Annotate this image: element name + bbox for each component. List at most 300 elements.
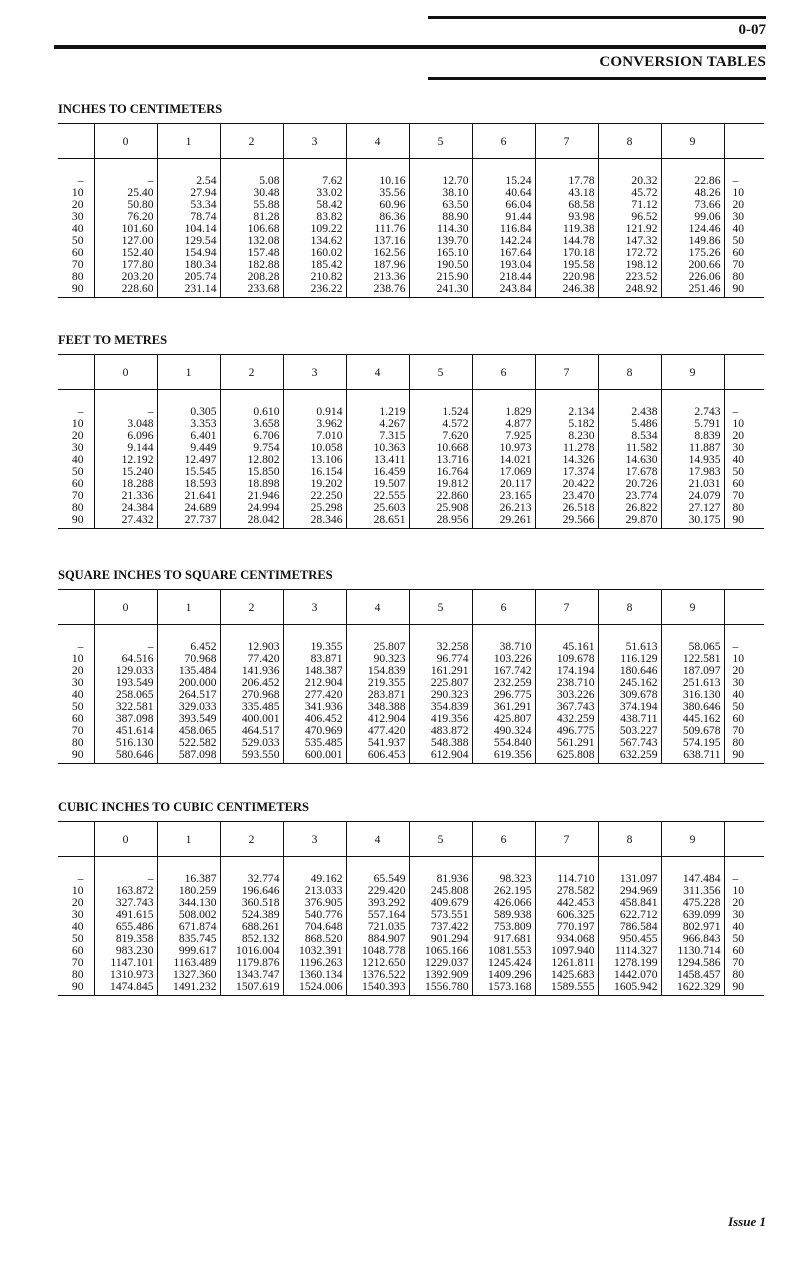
- value-cell: 18.898: [220, 478, 283, 490]
- value-cell: 934.068: [535, 933, 598, 945]
- row-label: 50: [71, 465, 84, 478]
- table-row: [58, 490, 764, 502]
- value-cell: 23.165: [472, 490, 535, 502]
- value-cell: 278.582: [535, 885, 598, 897]
- row-label: –: [77, 872, 84, 885]
- value-cell: 737.422: [409, 921, 472, 933]
- value-cell: 835.745: [157, 933, 220, 945]
- row-label-right: 80: [724, 969, 764, 981]
- value-cell: 5.182: [535, 418, 598, 430]
- value-cell: 1212.650: [346, 957, 409, 969]
- row-label: 20: [71, 664, 84, 677]
- table-row: [58, 454, 764, 466]
- column-header: 4: [346, 590, 409, 625]
- column-header: 2: [220, 355, 283, 390]
- value-cell: 65.549: [346, 873, 409, 885]
- section-title: SQUARE INCHES TO SQUARE CENTIMETRES: [58, 568, 333, 582]
- column-header: 9: [661, 124, 724, 159]
- table-row: [58, 199, 764, 211]
- table-row: [58, 223, 764, 235]
- section-cubic-inches-to-cubic-centimeters: [58, 798, 764, 996]
- row-label: 10: [71, 652, 84, 665]
- value-cell: 1245.424: [472, 957, 535, 969]
- value-cell: 10.16: [346, 175, 409, 187]
- value-cell: 458.065: [157, 725, 220, 737]
- value-cell: 132.08: [220, 235, 283, 247]
- value-cell: 167.64: [472, 247, 535, 259]
- row-label-right: 10: [724, 653, 764, 665]
- value-cell: 1016.004: [220, 945, 283, 957]
- column-header: 4: [346, 355, 409, 390]
- value-cell: 124.46: [661, 223, 724, 235]
- value-cell: 753.809: [472, 921, 535, 933]
- value-cell: 10.363: [346, 442, 409, 454]
- column-header: 3: [283, 822, 346, 857]
- value-cell: 77.420: [220, 653, 283, 665]
- value-cell: 393.549: [157, 713, 220, 725]
- value-cell: 8.230: [535, 430, 598, 442]
- value-cell: 296.775: [472, 689, 535, 701]
- column-header: 3: [283, 590, 346, 625]
- value-cell: 19.812: [409, 478, 472, 490]
- value-cell: 1605.942: [598, 981, 661, 996]
- value-cell: 58.42: [283, 199, 346, 211]
- row-label: 40: [71, 688, 84, 701]
- table-row: [58, 713, 764, 725]
- value-cell: 147.484: [661, 873, 724, 885]
- table-row: [58, 406, 764, 418]
- value-cell: 12.192: [94, 454, 157, 466]
- table-row: [58, 873, 764, 885]
- value-cell: 19.355: [283, 641, 346, 653]
- value-cell: 606.453: [346, 749, 409, 764]
- value-cell: 9.449: [157, 442, 220, 454]
- value-cell: 1573.168: [472, 981, 535, 996]
- row-label: 70: [71, 258, 84, 271]
- value-cell: 1147.101: [94, 957, 157, 969]
- table-row: [58, 689, 764, 701]
- value-cell: 27.737: [157, 514, 220, 529]
- value-cell: 704.648: [283, 921, 346, 933]
- table-row: [58, 478, 764, 490]
- value-cell: 111.76: [346, 223, 409, 235]
- row-label: 10: [71, 417, 84, 430]
- section-square-inches-to-square-centimetres: [58, 566, 764, 764]
- value-cell: 24.689: [157, 502, 220, 514]
- value-cell: 206.452: [220, 677, 283, 689]
- value-cell: 25.807: [346, 641, 409, 653]
- row-label: –: [77, 174, 84, 187]
- value-cell: 557.164: [346, 909, 409, 921]
- value-cell: 1114.327: [598, 945, 661, 957]
- row-label-right: –: [724, 175, 764, 187]
- value-cell: 193.549: [94, 677, 157, 689]
- row-label: 40: [71, 222, 84, 235]
- value-cell: 104.14: [157, 223, 220, 235]
- value-cell: 154.839: [346, 665, 409, 677]
- column-header: 6: [472, 822, 535, 857]
- value-cell: 316.130: [661, 689, 724, 701]
- row-label-right: 90: [724, 514, 764, 529]
- value-cell: 1327.360: [157, 969, 220, 981]
- value-cell: 15.240: [94, 466, 157, 478]
- value-cell: 16.154: [283, 466, 346, 478]
- value-cell: 1130.714: [661, 945, 724, 957]
- value-cell: 20.726: [598, 478, 661, 490]
- value-cell: 16.387: [157, 873, 220, 885]
- value-cell: 114.30: [409, 223, 472, 235]
- value-cell: 215.90: [409, 271, 472, 283]
- value-cell: 13.411: [346, 454, 409, 466]
- value-cell: 367.743: [535, 701, 598, 713]
- value-cell: 1278.199: [598, 957, 661, 969]
- value-cell: 18.288: [94, 478, 157, 490]
- value-cell: 884.907: [346, 933, 409, 945]
- value-cell: 10.058: [283, 442, 346, 454]
- column-header: 8: [598, 124, 661, 159]
- value-cell: 426.066: [472, 897, 535, 909]
- value-cell: 445.162: [661, 713, 724, 725]
- value-cell: 0.305: [157, 406, 220, 418]
- value-cell: 360.518: [220, 897, 283, 909]
- value-cell: 540.776: [283, 909, 346, 921]
- value-cell: 5.486: [598, 418, 661, 430]
- header-cell-blank: [724, 590, 764, 625]
- value-cell: 213.36: [346, 271, 409, 283]
- value-cell: 15.24: [472, 175, 535, 187]
- value-cell: 218.44: [472, 271, 535, 283]
- value-cell: 508.002: [157, 909, 220, 921]
- value-cell: 223.52: [598, 271, 661, 283]
- value-cell: 154.94: [157, 247, 220, 259]
- column-header: 5: [409, 822, 472, 857]
- value-cell: 283.871: [346, 689, 409, 701]
- value-cell: 524.389: [220, 909, 283, 921]
- spacer-row: [58, 625, 764, 642]
- value-cell: 7.620: [409, 430, 472, 442]
- value-cell: 213.033: [283, 885, 346, 897]
- value-cell: 1589.555: [535, 981, 598, 996]
- row-label: 80: [71, 968, 84, 981]
- value-cell: 182.88: [220, 259, 283, 271]
- value-cell: 1.524: [409, 406, 472, 418]
- row-label-right: 50: [724, 466, 764, 478]
- spacer-row: [58, 159, 764, 176]
- value-cell: 290.323: [409, 689, 472, 701]
- row-label: 30: [71, 441, 84, 454]
- conversion-table: [58, 354, 764, 529]
- value-cell: 451.614: [94, 725, 157, 737]
- value-cell: 109.678: [535, 653, 598, 665]
- value-cell: 0.914: [283, 406, 346, 418]
- value-cell: 88.90: [409, 211, 472, 223]
- value-cell: 999.617: [157, 945, 220, 957]
- value-cell: 1.219: [346, 406, 409, 418]
- column-header: 6: [472, 590, 535, 625]
- value-cell: 25.908: [409, 502, 472, 514]
- value-cell: 246.38: [535, 283, 598, 298]
- top-rule-short: [428, 16, 766, 19]
- value-cell: 580.646: [94, 749, 157, 764]
- value-cell: 2.743: [661, 406, 724, 418]
- value-cell: 341.936: [283, 701, 346, 713]
- table-row: [58, 502, 764, 514]
- row-label-right: 40: [724, 454, 764, 466]
- value-cell: 231.14: [157, 283, 220, 298]
- value-cell: 122.581: [661, 653, 724, 665]
- value-cell: 1261.811: [535, 957, 598, 969]
- value-cell: 101.60: [94, 223, 157, 235]
- row-label-right: 40: [724, 921, 764, 933]
- row-label: –: [77, 640, 84, 653]
- row-label-right: 60: [724, 247, 764, 259]
- value-cell: 522.582: [157, 737, 220, 749]
- value-cell: 210.82: [283, 271, 346, 283]
- value-cell: 70.968: [157, 653, 220, 665]
- value-cell: 21.641: [157, 490, 220, 502]
- value-cell: 30.175: [661, 514, 724, 529]
- value-cell: 91.44: [472, 211, 535, 223]
- value-cell: 24.994: [220, 502, 283, 514]
- value-cell: 226.06: [661, 271, 724, 283]
- value-cell: 516.130: [94, 737, 157, 749]
- value-cell: 28.346: [283, 514, 346, 529]
- value-cell: 1048.778: [346, 945, 409, 957]
- value-cell: 5.791: [661, 418, 724, 430]
- section-title: INCHES TO CENTIMETERS: [58, 102, 223, 116]
- value-cell: 245.162: [598, 677, 661, 689]
- value-cell: 1458.457: [661, 969, 724, 981]
- value-cell: 141.936: [220, 665, 283, 677]
- value-cell: 5.08: [220, 175, 283, 187]
- header-cell-blank: [724, 822, 764, 857]
- value-cell: 376.905: [283, 897, 346, 909]
- row-label: 60: [71, 944, 84, 957]
- value-cell: 688.261: [220, 921, 283, 933]
- value-cell: 81.28: [220, 211, 283, 223]
- value-cell: 29.566: [535, 514, 598, 529]
- value-cell: 606.325: [535, 909, 598, 921]
- table-row: [58, 749, 764, 764]
- value-cell: 7.315: [346, 430, 409, 442]
- value-cell: 1163.489: [157, 957, 220, 969]
- column-header: 8: [598, 590, 661, 625]
- row-label-right: 30: [724, 909, 764, 921]
- value-cell: 7.925: [472, 430, 535, 442]
- table-row: [58, 897, 764, 909]
- value-cell: 17.78: [535, 175, 598, 187]
- value-cell: 68.58: [535, 199, 598, 211]
- value-cell: 4.877: [472, 418, 535, 430]
- header-cell-blank: [58, 355, 94, 390]
- issue-label: Issue 1: [728, 1214, 766, 1229]
- value-cell: 432.259: [535, 713, 598, 725]
- value-cell: 1081.553: [472, 945, 535, 957]
- value-cell: 160.02: [283, 247, 346, 259]
- value-cell: 220.98: [535, 271, 598, 283]
- table-row: [58, 665, 764, 677]
- value-cell: 380.646: [661, 701, 724, 713]
- value-cell: 264.517: [157, 689, 220, 701]
- value-cell: 76.20: [94, 211, 157, 223]
- value-cell: 243.84: [472, 283, 535, 298]
- value-cell: 135.484: [157, 665, 220, 677]
- row-label-right: 60: [724, 713, 764, 725]
- section-title: FEET TO METRES: [58, 333, 168, 347]
- row-label: 70: [71, 956, 84, 969]
- value-cell: 144.78: [535, 235, 598, 247]
- value-cell: 165.10: [409, 247, 472, 259]
- value-cell: 0.610: [220, 406, 283, 418]
- value-cell: 361.291: [472, 701, 535, 713]
- value-cell: 3.353: [157, 418, 220, 430]
- value-cell: 11.582: [598, 442, 661, 454]
- value-cell: 309.678: [598, 689, 661, 701]
- value-cell: 78.74: [157, 211, 220, 223]
- value-cell: 238.76: [346, 283, 409, 298]
- value-cell: 19.507: [346, 478, 409, 490]
- value-cell: 483.872: [409, 725, 472, 737]
- value-cell: 26.822: [598, 502, 661, 514]
- column-header: 2: [220, 822, 283, 857]
- header-rule-long: [54, 45, 766, 49]
- value-cell: 1491.232: [157, 981, 220, 996]
- value-cell: 137.16: [346, 235, 409, 247]
- value-cell: 1097.940: [535, 945, 598, 957]
- value-cell: 561.291: [535, 737, 598, 749]
- column-header: 1: [157, 590, 220, 625]
- value-cell: –: [94, 641, 157, 653]
- value-cell: 208.28: [220, 271, 283, 283]
- column-header: 0: [94, 822, 157, 857]
- value-cell: –: [94, 406, 157, 418]
- value-cell: 225.807: [409, 677, 472, 689]
- row-label: 10: [71, 884, 84, 897]
- column-header: 4: [346, 124, 409, 159]
- value-cell: 228.60: [94, 283, 157, 298]
- value-cell: 22.86: [661, 175, 724, 187]
- value-cell: 177.80: [94, 259, 157, 271]
- value-cell: 1.829: [472, 406, 535, 418]
- value-cell: 131.097: [598, 873, 661, 885]
- value-cell: 32.774: [220, 873, 283, 885]
- value-cell: 329.033: [157, 701, 220, 713]
- row-label-right: 30: [724, 442, 764, 454]
- row-label-right: 70: [724, 725, 764, 737]
- value-cell: 8.839: [661, 430, 724, 442]
- column-header: 5: [409, 590, 472, 625]
- value-cell: 12.70: [409, 175, 472, 187]
- value-cell: 245.808: [409, 885, 472, 897]
- table-row: [58, 933, 764, 945]
- value-cell: 14.935: [661, 454, 724, 466]
- value-cell: 45.72: [598, 187, 661, 199]
- row-label: 90: [58, 981, 94, 996]
- value-cell: 22.250: [283, 490, 346, 502]
- value-cell: 490.324: [472, 725, 535, 737]
- value-cell: 200.66: [661, 259, 724, 271]
- value-cell: 185.42: [283, 259, 346, 271]
- value-cell: 193.04: [472, 259, 535, 271]
- value-cell: 6.706: [220, 430, 283, 442]
- row-label-right: –: [724, 406, 764, 418]
- value-cell: 12.802: [220, 454, 283, 466]
- value-cell: 83.871: [283, 653, 346, 665]
- value-cell: 93.98: [535, 211, 598, 223]
- value-cell: 574.195: [661, 737, 724, 749]
- value-cell: 195.58: [535, 259, 598, 271]
- value-cell: 172.72: [598, 247, 661, 259]
- value-cell: 18.593: [157, 478, 220, 490]
- value-cell: 458.841: [598, 897, 661, 909]
- table-row: [58, 641, 764, 653]
- value-cell: 219.355: [346, 677, 409, 689]
- value-cell: 161.291: [409, 665, 472, 677]
- value-cell: 48.26: [661, 187, 724, 199]
- value-cell: 15.850: [220, 466, 283, 478]
- value-cell: 503.227: [598, 725, 661, 737]
- page-title: CONVERSION TABLES: [599, 54, 766, 70]
- value-cell: 442.453: [535, 897, 598, 909]
- value-cell: 32.258: [409, 641, 472, 653]
- conversion-table: [58, 123, 764, 298]
- value-cell: 14.326: [535, 454, 598, 466]
- value-cell: 25.40: [94, 187, 157, 199]
- table-row: [58, 247, 764, 259]
- value-cell: 236.22: [283, 283, 346, 298]
- value-cell: 17.069: [472, 466, 535, 478]
- value-cell: 1229.037: [409, 957, 472, 969]
- value-cell: 174.194: [535, 665, 598, 677]
- table-row: [58, 653, 764, 665]
- row-label-right: 30: [724, 677, 764, 689]
- value-cell: 655.486: [94, 921, 157, 933]
- value-cell: 119.38: [535, 223, 598, 235]
- value-cell: 241.30: [409, 283, 472, 298]
- value-cell: 14.021: [472, 454, 535, 466]
- value-cell: 6.452: [157, 641, 220, 653]
- value-cell: 1442.070: [598, 969, 661, 981]
- value-cell: 116.84: [472, 223, 535, 235]
- value-cell: 802.971: [661, 921, 724, 933]
- column-header: 8: [598, 822, 661, 857]
- value-cell: 17.983: [661, 466, 724, 478]
- value-cell: 258.065: [94, 689, 157, 701]
- value-cell: –: [94, 175, 157, 187]
- value-cell: 30.48: [220, 187, 283, 199]
- value-cell: 1409.296: [472, 969, 535, 981]
- value-cell: 2.134: [535, 406, 598, 418]
- value-cell: 950.455: [598, 933, 661, 945]
- value-cell: 587.098: [157, 749, 220, 764]
- column-header: 5: [409, 355, 472, 390]
- value-cell: 180.259: [157, 885, 220, 897]
- row-label-right: 10: [724, 885, 764, 897]
- table-row: [58, 175, 764, 187]
- value-cell: 86.36: [346, 211, 409, 223]
- table-row: [58, 418, 764, 430]
- row-label: 70: [71, 724, 84, 737]
- value-cell: 175.26: [661, 247, 724, 259]
- value-cell: 294.969: [598, 885, 661, 897]
- row-label: –: [77, 405, 84, 418]
- value-cell: 200.000: [157, 677, 220, 689]
- value-cell: 270.968: [220, 689, 283, 701]
- column-header: 6: [472, 124, 535, 159]
- value-cell: 81.936: [409, 873, 472, 885]
- value-cell: 162.56: [346, 247, 409, 259]
- value-cell: 248.92: [598, 283, 661, 298]
